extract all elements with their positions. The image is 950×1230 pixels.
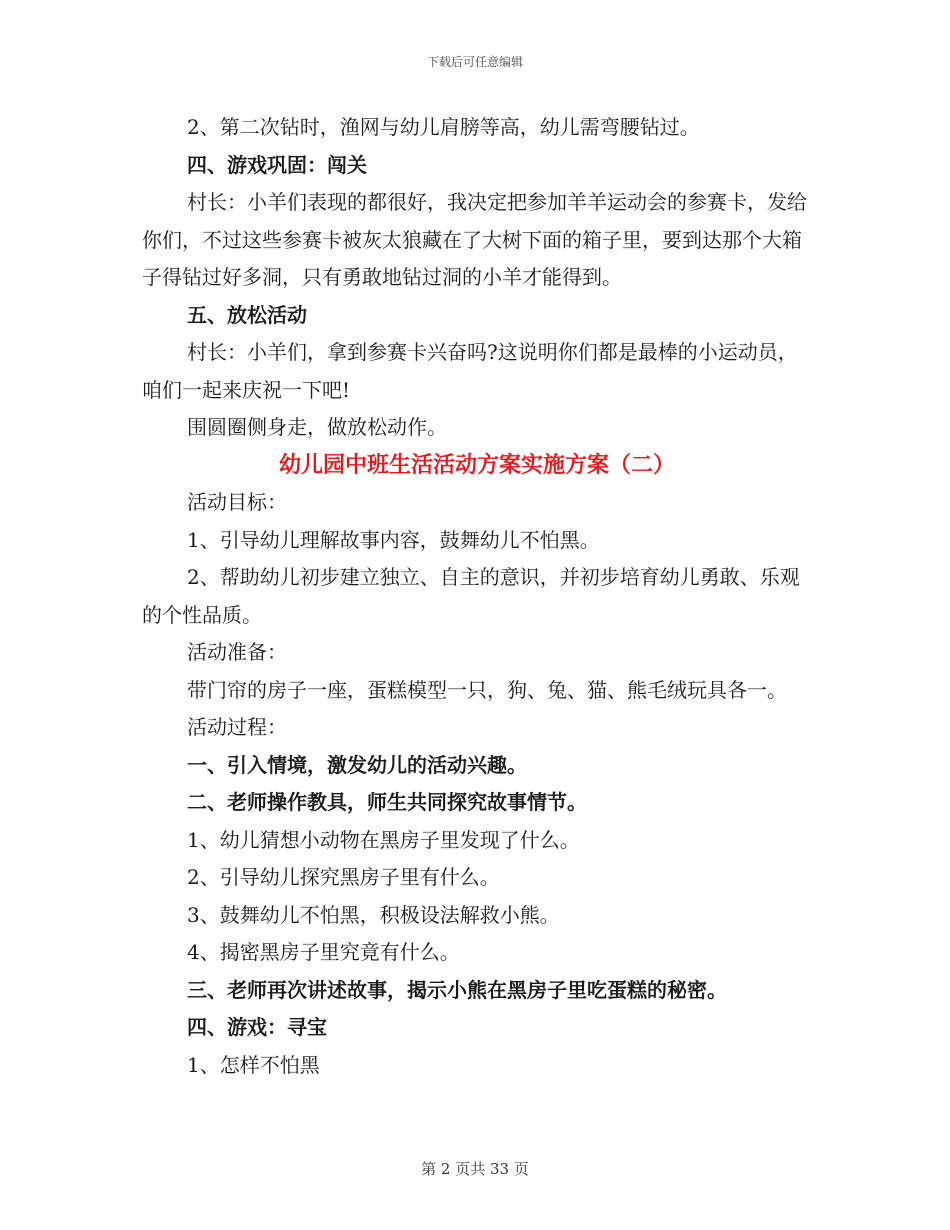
document-body: [142, 109, 812, 1084]
paragraph: 2、帮助幼儿初步建立独立、自主的意识，并初步培育幼儿勇敢、乐观的个性品质。: [142, 565, 800, 627]
section-heading: 二、老师操作教具，师生共同探究故事情节。: [187, 790, 587, 814]
paragraph: 活动目标：: [187, 490, 287, 514]
page-header: 下载后可任意编辑: [426, 55, 523, 69]
paragraph: 村长：小羊们表现的都很好，我决定把参加羊羊运动会的参赛卡，发给你们，不过这些参赛卡被灰太狼藏在了大树下面的箱子里，要到达那个大箱子得钻过好多洞，只有勇敢地钻过洞的小羊才能得到。: [142, 190, 807, 289]
section-heading: 三、老师再次讲述故事，揭示小熊在黑房子里吃蛋糕的秘密。: [187, 977, 727, 1002]
paragraph: 围圆圈侧身走，做放松动作。: [187, 415, 447, 439]
paragraph: 活动过程：: [187, 715, 287, 739]
section-heading: 五、放松活动: [187, 302, 307, 327]
paragraph: 1、怎样不怕黑: [187, 1052, 320, 1077]
page-footer: 第 2 页共 33 页: [421, 1160, 529, 1178]
paragraph: 2、引导幼儿探究黑房子里有什么。: [187, 865, 500, 889]
document-title: 幼儿园中班生活活动方案实施方案（二）: [278, 451, 675, 478]
paragraph: 1、引导幼儿理解故事内容，鼓舞幼儿不怕黑。: [187, 527, 600, 552]
paragraph: 1、幼儿猜想小动物在黑房子里发现了什么。: [187, 827, 580, 852]
section-heading: 四、游戏巩固：闯关: [187, 152, 367, 177]
paragraph: 活动准备：: [187, 640, 287, 664]
paragraph: 3、鼓舞幼儿不怕黑，积极设法解救小熊。: [187, 902, 560, 927]
paragraph: 村长：小羊们，拿到参赛卡兴奋吗?这说明你们都是最棒的小运动员，咱们一起来庆祝一下吧!: [142, 340, 798, 402]
paragraph: 2、第二次钻时，渔网与幼儿肩膀等高，幼儿需弯腰钻过。: [187, 115, 700, 139]
paragraph: 4、揭密黑房子里究竟有什么。: [187, 940, 460, 964]
section-heading: 一、引入情境，激发幼儿的活动兴趣。: [187, 752, 527, 777]
section-heading: 四、游戏：寻宝: [187, 1015, 327, 1039]
paragraph: 带门帘的房子一座，蛋糕模型一只，狗、兔、猫、熊毛绒玩具各一。: [187, 677, 787, 702]
